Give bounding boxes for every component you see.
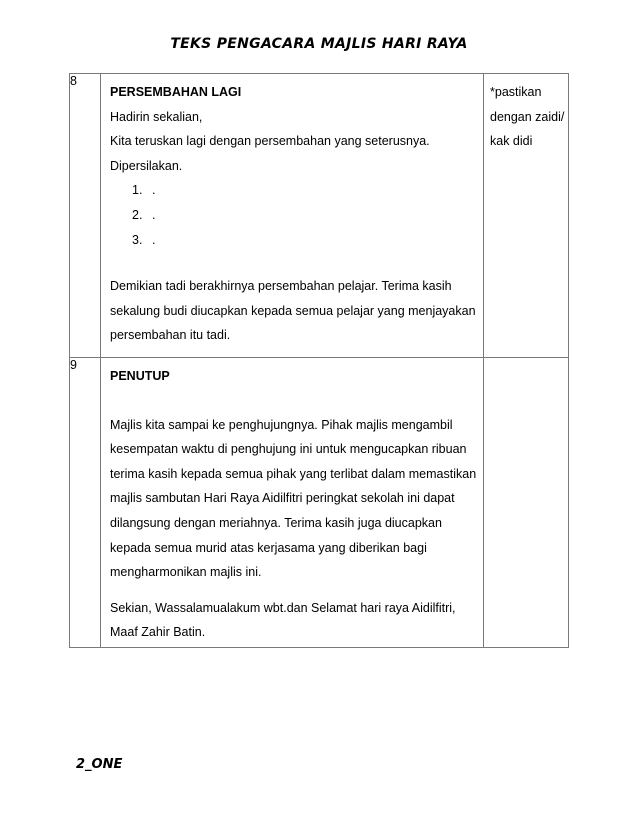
table-row: [70, 357, 569, 647]
list-item-text: .: [152, 207, 156, 222]
row-note: [484, 74, 569, 358]
text-line: sekalung budi diucapkan kepada semua pelajar yang menjayakan: [110, 303, 476, 318]
row-note: [484, 357, 569, 647]
text-line: Sekian, Wassalamualakum wbt.dan Selamat hari raya Aidilfitri,: [110, 600, 456, 615]
row-content: [101, 357, 484, 647]
performance-list: [110, 178, 477, 252]
text-line: kepada semua murid atas kerjasama yang diberikan bagi: [110, 540, 427, 555]
section-heading: PENUTUP: [110, 368, 170, 383]
list-marker: 3.: [132, 232, 143, 247]
note-line: *pastikan: [490, 85, 542, 99]
list-item-text: .: [152, 183, 156, 198]
text-line: Majlis kita sampai ke penghujungnya. Pihak majlis mengambil: [110, 417, 453, 432]
note-line: dengan zaidi/: [490, 109, 565, 124]
text-line: majlis sambutan Hari Raya Aidilfitri peringkat sekolah ini dapat: [110, 491, 455, 506]
document-title: TEKS PENGACARA MAJLIS HARI RAYA: [170, 36, 468, 52]
list-item: [132, 228, 477, 253]
text-line: terima kasih kepada semua pihak yang terlibat dalam memastikan: [110, 466, 477, 481]
row-number: 8: [70, 74, 101, 358]
text-line: dilangsung dengan meriahnya. Terima kasih juga diucapkan: [110, 515, 442, 530]
page-footer: 2_ONE: [76, 757, 123, 772]
list-item: [132, 203, 477, 228]
text-line: Demikian tadi berakhirnya persembahan pelajar. Terima kasih: [110, 279, 452, 294]
list-marker: 1.: [132, 183, 143, 198]
row-number: 9: [70, 357, 101, 647]
text-line: mengharmonikan majlis ini.: [110, 565, 262, 580]
list-marker: 2.: [132, 207, 143, 222]
text-line: Dipersilakan.: [110, 158, 183, 173]
text-line: Kita teruskan lagi dengan persembahan yang seterusnya.: [110, 134, 430, 149]
note-line: kak didi: [490, 134, 533, 149]
section-heading: PERSEMBAHAN LAGI: [110, 85, 242, 99]
table-row: [70, 74, 569, 358]
list-item-text: .: [152, 232, 156, 247]
script-table: [69, 73, 569, 648]
list-item: [132, 178, 477, 203]
text-line: kesempatan waktu di penghujung ini untuk mengucapkan ribuan: [110, 442, 467, 457]
row-content: [101, 74, 484, 358]
text-line: Maaf Zahir Batin.: [110, 625, 206, 640]
text-line: Hadirin sekalian,: [110, 109, 203, 124]
text-line: persembahan itu tadi.: [110, 328, 231, 343]
